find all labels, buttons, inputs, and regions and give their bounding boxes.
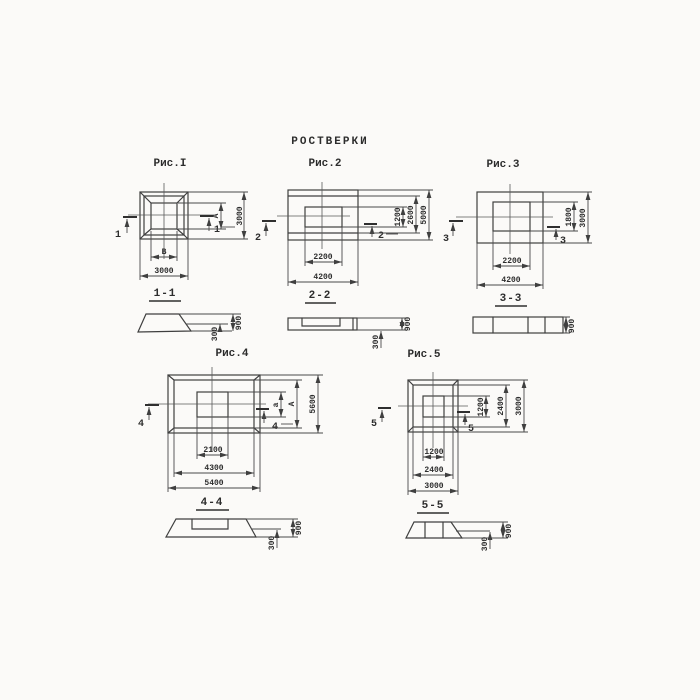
fig2-dim-bottom-inner: 2200 [313,253,333,262]
fig5-dim-bottom-mid: 2400 [424,466,444,475]
fig1-dim-bottom-inner: В [161,248,167,257]
fig2-dim-right-inner: 1200 [394,207,403,227]
fig3-dimensions [477,192,592,289]
fig2-mark-left: 2 [254,233,262,244]
fig2-group [255,158,433,349]
fig3-group [443,159,592,333]
fig2-dim-right-mid: 2600 [407,205,416,225]
fig1-section-label: 1-1 [153,288,177,300]
fig2-label: Рис.2 [308,158,342,170]
fig4-dim-right-mid: А [288,401,297,407]
fig3-plan-outline [456,184,553,254]
fig3-dim-bottom-outer: 4200 [501,276,521,285]
fig1-dim-right-inner: А [212,213,221,219]
fig3-dim-bottom-inner: 2200 [502,257,522,266]
fig3-section-title [495,293,527,306]
fig1-sec-dim-big: 900 [235,315,244,331]
fig2-mark-right: 2 [377,231,385,242]
fig5-label: Рис.5 [407,349,441,361]
fig4-sec-dim-big: 900 [295,520,304,536]
fig4-mark-inner: 4 [271,422,279,433]
fig2-plan-outline [277,182,358,249]
sheet-title: РОСТВЕРКИ [291,136,369,148]
fig2-section-title [305,290,336,303]
fig1-section-title [149,288,181,301]
fig1-dimensions [140,192,248,280]
fig5-section-label: 5-5 [421,500,445,512]
fig1-plan-outline [128,183,214,259]
fig1-group [115,158,248,341]
fig5-dim-bottom-outer: 3000 [424,482,444,491]
fig4-dim-right-outer: 5600 [309,394,318,414]
fig4-section-label: 4-4 [200,497,224,509]
fig3-mark-right: 3 [559,236,567,247]
fig5-mark-inner: 5 [467,424,475,435]
fig1-sec-dim-small: 300 [211,326,220,342]
fig2-section-view [288,317,413,350]
fig3-mark-left: 3 [442,234,450,245]
fig1-section-view [138,314,244,341]
fig3-sec-dim-big: 900 [568,318,577,334]
fig4-dim-bottom-outer: 5400 [204,479,224,488]
fig4-group [138,348,323,550]
fig5-sec-dim-small: 300 [481,536,490,552]
fig2-sec-dim-small: 300 [372,334,381,350]
fig4-dim-right-inner: а [272,402,281,408]
fig5-sec-dim-big: 900 [505,523,514,539]
fig5-plan-outline [398,372,468,448]
fig4-dim-bottom-mid: 4300 [204,464,224,473]
fig1-dim-right-outer: 3000 [236,206,245,226]
fig4-section-view [166,519,304,550]
fig5-dim-right-inner: 1200 [477,397,486,417]
fig5-mark-left: 5 [370,419,378,430]
fig2-section-label: 2-2 [308,290,332,302]
fig3-section-view [473,317,577,333]
fig3-dim-right-outer: 3000 [579,208,588,228]
fig4-plan-outline [148,367,266,451]
fig2-sec-dim-big: 900 [404,316,413,332]
fig5-group [371,349,528,551]
fig4-sec-dim-small: 300 [268,535,277,551]
fig2-dimensions [288,190,433,286]
fig5-dim-bottom-inner: 1200 [424,448,444,457]
fig5-dimensions [408,380,528,495]
fig1-dim-bottom-outer: 3000 [154,267,174,276]
fig3-section-label: 3-3 [499,293,523,305]
fig3-label: Рис.3 [486,159,520,171]
fig1-mark-right: 1 [213,225,221,236]
fig4-dim-bottom-inner: 2100 [203,446,223,455]
fig4-section-marks [138,405,293,433]
fig2-dim-right-outer: 5000 [420,205,429,225]
fig1-mark-left: 1 [114,230,122,241]
fig1-label: Рис.I [153,158,187,170]
fig5-dim-right-mid: 2400 [497,396,506,416]
fig3-dim-right-inner: 1800 [565,207,574,227]
fig5-section-view [406,522,514,551]
fig4-section-title [196,497,229,510]
fig4-mark-left: 4 [137,419,145,430]
fig2-dim-bottom-outer: 4200 [313,273,333,282]
fig5-section-title [417,500,449,513]
fig5-dim-right-outer: 3000 [515,396,524,416]
fig4-label: Рис.4 [215,348,249,360]
